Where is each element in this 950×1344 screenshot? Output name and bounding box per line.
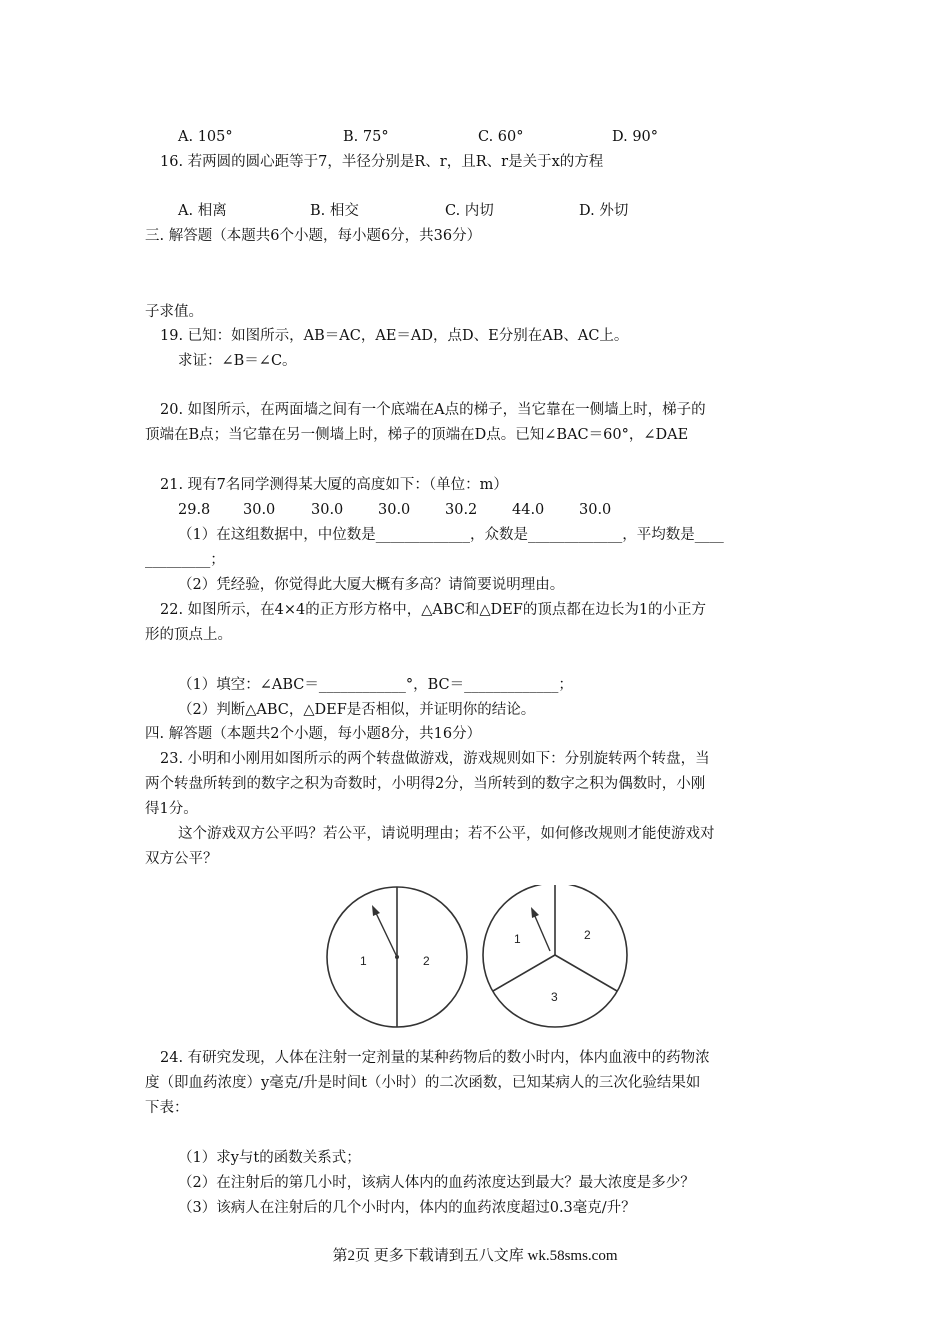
q15-option-c: C. 60° (478, 129, 524, 145)
q23-line3: 得1分。 (145, 801, 198, 817)
spinner-1-label-2: 2 (423, 954, 430, 968)
page-footer: 第2页 更多下载请到五八文库 wk.58sms.com (332, 1248, 618, 1264)
q21-data-7: 30.0 (579, 502, 612, 518)
spinner-2 (483, 885, 627, 1027)
q23-line1: 23. 小明和小刚用如图所示的两个转盘做游戏，游戏规则如下：分别旋转两个转盘，当 (160, 751, 710, 767)
q15-option-d: D. 90° (612, 129, 659, 145)
q21-line1: 21. 现有7名同学测得某大厦的高度如下：（单位：m） (160, 477, 508, 493)
q16-option-c: C. 内切 (445, 203, 494, 219)
q19-line2: 求证：∠B＝∠C。 (178, 353, 297, 369)
q21-data-4: 30.0 (378, 502, 411, 518)
q21-part2: （2）凭经验，你觉得此大厦大概有多高？请简要说明理由。 (178, 577, 565, 593)
spinner-2-label-3: 3 (551, 990, 558, 1004)
q23-line2: 两个转盘所转到的数字之积为奇数时，小明得2分，当所转到的数字之积为偶数时，小刚 (145, 776, 706, 792)
q21-data-6: 44.0 (512, 502, 545, 518)
section3-title: 三. 解答题（本题共6个小题，每小题6分，共36分） (145, 228, 482, 244)
q23-line5: 双方公平？ (145, 851, 218, 867)
spinner-1-pointer (375, 911, 397, 957)
q15-option-b: B. 75° (343, 129, 389, 145)
q16-option-a: A. 相离 (178, 203, 227, 219)
q24-part1: （1）求y与t的函数关系式； (178, 1150, 361, 1166)
q24-part3: （3）该病人在注射后的几个小时内，体内的血药浓度超过0.3毫克/升？ (178, 1200, 636, 1216)
q18-tail: 子求值。 (145, 304, 203, 320)
q19-line1: 19. 已知：如图所示，AB＝AC，AE＝AD，点D、E分别在AB、AC上。 (160, 328, 629, 344)
q24-line3: 下表： (145, 1100, 189, 1116)
q21-part1: （1）在这组数据中，中位数是_____________，众数是_____________，平均数是____ (178, 527, 724, 543)
spinners-figure (320, 885, 635, 1030)
q23-line4: 这个游戏双方公平吗？若公平，请说明理由；若不公平，如何修改规则才能使游戏对 (178, 826, 715, 842)
spinner-1 (327, 887, 467, 1027)
spinner-1-label-1: 1 (360, 954, 367, 968)
q20-line1: 20. 如图所示，在两面墙之间有一个底端在A点的梯子，当它靠在一侧墙上时，梯子的 (160, 402, 706, 418)
q24-part2: （2）在注射后的第几小时，该病人体内的血药浓度达到最大？最大浓度是多少？ (178, 1175, 695, 1191)
q22-line1: 22. 如图所示，在4×4的正方形方格中，△ABC和△DEF的顶点都在边长为1的小正方 (160, 602, 707, 618)
q16-option-d: D. 外切 (579, 203, 629, 219)
q21-data-3: 30.0 (311, 502, 344, 518)
spinner-2-label-1: 1 (514, 932, 521, 946)
q20-line2: 顶端在B点；当它靠在另一侧墙上时，梯子的顶端在D点。已知∠BAC＝60°，∠DAE (145, 427, 689, 443)
spinner-2-pointer (534, 914, 550, 951)
q21-data-2: 30.0 (243, 502, 276, 518)
q22-part1: （1）填空：∠ABC＝____________°，BC＝_____________； (178, 677, 573, 693)
q24-line2: 度（即血药浓度）y毫克/升是时间t（小时）的二次函数，已知某病人的三次化验结果如 (145, 1075, 701, 1091)
spinner-2-label-2: 2 (584, 928, 591, 942)
q16-stem: 16. 若两圆的圆心距等于7，半径分别是R、r，且R、r是关于x的方程 (160, 154, 604, 170)
q21-part1-cont: _________； (145, 552, 225, 568)
q21-data-5: 30.2 (445, 502, 478, 518)
q16-option-b: B. 相交 (310, 203, 359, 219)
section4-title: 四. 解答题（本题共2个小题，每小题8分，共16分） (145, 726, 482, 742)
q21-data-1: 29.8 (178, 502, 211, 518)
q24-line1: 24. 有研究发现，人体在注射一定剂量的某种药物后的数小时内，体内血液中的药物浓 (160, 1050, 710, 1066)
q22-part2: （2）判断△ABC，△DEF是否相似，并证明你的结论。 (178, 702, 536, 718)
q22-line2: 形的顶点上。 (145, 627, 232, 643)
q15-option-a: A. 105° (178, 129, 233, 145)
